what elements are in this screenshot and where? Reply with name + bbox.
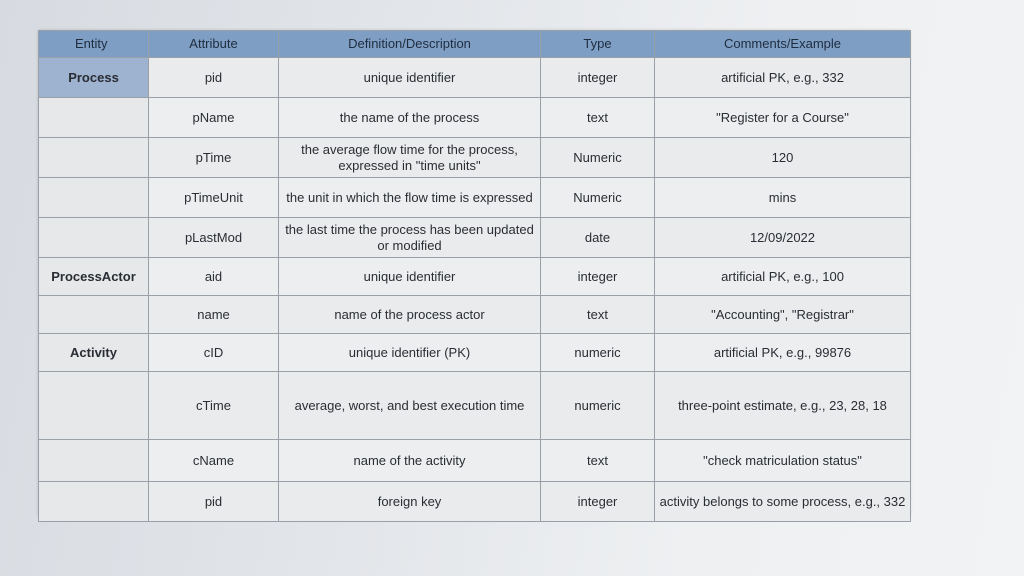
- comments-cell: 120: [655, 138, 911, 178]
- attribute-cell: name: [149, 296, 279, 334]
- table-row: [39, 98, 911, 138]
- definition-cell: the average flow time for the process, expressed in "time units": [279, 138, 541, 178]
- definition-cell: unique identifier: [279, 58, 541, 98]
- definition-cell: unique identifier: [279, 258, 541, 296]
- comments-cell: artificial PK, e.g., 332: [655, 58, 911, 98]
- comments-cell: activity belongs to some process, e.g., 332: [655, 482, 911, 522]
- table-row: [39, 296, 911, 334]
- header-comments: Comments/Example: [655, 31, 911, 58]
- definition-cell: average, worst, and best execution time: [279, 372, 541, 440]
- attribute-cell: pid: [149, 482, 279, 522]
- entity-cell: [39, 98, 149, 138]
- type-cell: text: [541, 98, 655, 138]
- type-cell: Numeric: [541, 138, 655, 178]
- type-cell: Numeric: [541, 178, 655, 218]
- table-row: [39, 178, 911, 218]
- type-cell: integer: [541, 58, 655, 98]
- entity-attribute-table: [38, 30, 911, 522]
- type-cell: numeric: [541, 334, 655, 372]
- type-cell: date: [541, 218, 655, 258]
- entity-cell: [39, 482, 149, 522]
- definition-cell: the name of the process: [279, 98, 541, 138]
- attribute-cell: cID: [149, 334, 279, 372]
- attribute-cell: aid: [149, 258, 279, 296]
- document-page: [38, 30, 910, 516]
- table-row: [39, 372, 911, 440]
- header-type: Type: [541, 31, 655, 58]
- comments-cell: 12/09/2022: [655, 218, 911, 258]
- definition-cell: name of the activity: [279, 440, 541, 482]
- entity-cell: [39, 440, 149, 482]
- table-header-row: [39, 31, 911, 58]
- table-row: [39, 138, 911, 178]
- attribute-cell: pid: [149, 58, 279, 98]
- definition-cell: foreign key: [279, 482, 541, 522]
- definition-cell: the last time the process has been updated or modified: [279, 218, 541, 258]
- attribute-cell: pTime: [149, 138, 279, 178]
- definition-cell: unique identifier (PK): [279, 334, 541, 372]
- comments-cell: three-point estimate, e.g., 23, 28, 18: [655, 372, 911, 440]
- entity-cell: [39, 372, 149, 440]
- header-entity: Entity: [39, 31, 149, 58]
- attribute-cell: cTime: [149, 372, 279, 440]
- entity-cell: [39, 138, 149, 178]
- table-row: [39, 440, 911, 482]
- table-row: [39, 482, 911, 522]
- comments-cell: artificial PK, e.g., 99876: [655, 334, 911, 372]
- table-row: [39, 218, 911, 258]
- attribute-cell: pTimeUnit: [149, 178, 279, 218]
- attribute-cell: pLastMod: [149, 218, 279, 258]
- entity-cell: Process: [39, 58, 149, 98]
- entity-cell: [39, 218, 149, 258]
- entity-cell: [39, 296, 149, 334]
- table-row: [39, 334, 911, 372]
- entity-cell: Activity: [39, 334, 149, 372]
- type-cell: integer: [541, 482, 655, 522]
- comments-cell: "Register for a Course": [655, 98, 911, 138]
- definition-cell: the unit in which the flow time is expressed: [279, 178, 541, 218]
- type-cell: text: [541, 296, 655, 334]
- type-cell: numeric: [541, 372, 655, 440]
- type-cell: text: [541, 440, 655, 482]
- definition-cell: name of the process actor: [279, 296, 541, 334]
- header-definition: Definition/Description: [279, 31, 541, 58]
- table-row: [39, 258, 911, 296]
- entity-cell: ProcessActor: [39, 258, 149, 296]
- comments-cell: artificial PK, e.g., 100: [655, 258, 911, 296]
- type-cell: integer: [541, 258, 655, 296]
- comments-cell: mins: [655, 178, 911, 218]
- comments-cell: "check matriculation status": [655, 440, 911, 482]
- comments-cell: "Accounting", "Registrar": [655, 296, 911, 334]
- entity-cell: [39, 178, 149, 218]
- header-attribute: Attribute: [149, 31, 279, 58]
- table-row: [39, 58, 911, 98]
- attribute-cell: pName: [149, 98, 279, 138]
- attribute-cell: cName: [149, 440, 279, 482]
